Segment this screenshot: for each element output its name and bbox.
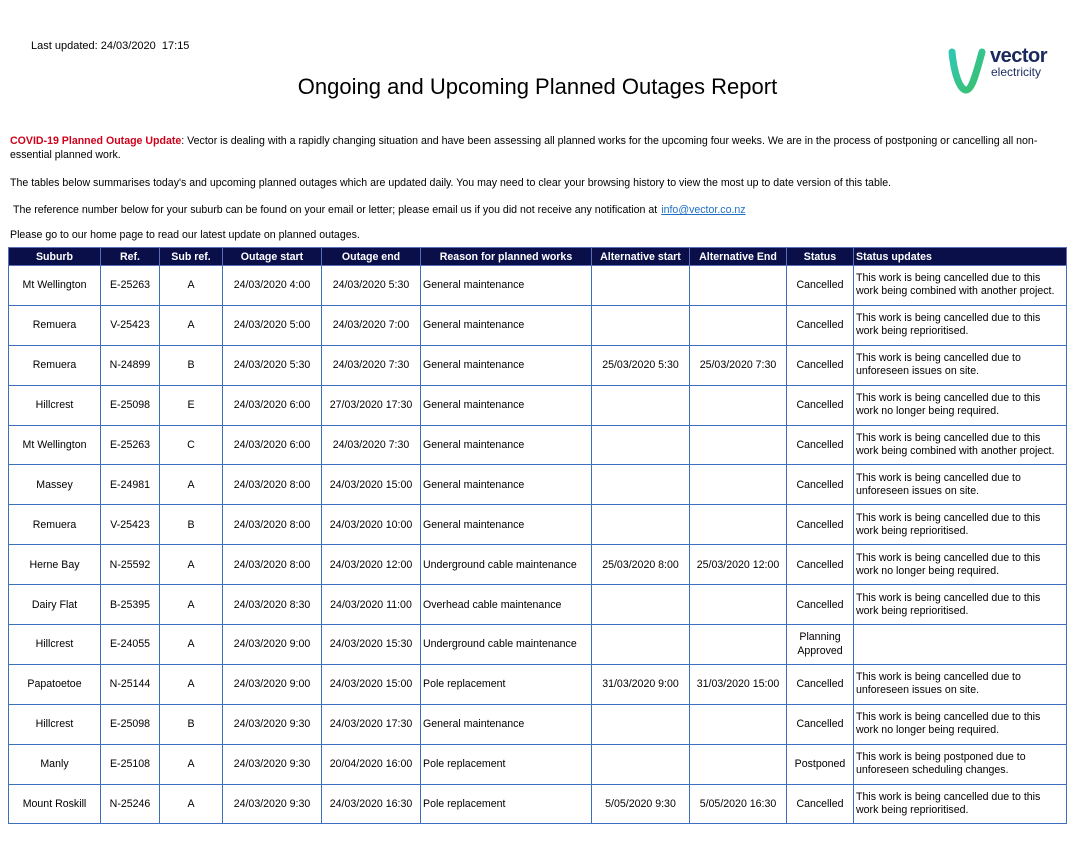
- table-row: [9, 465, 1067, 505]
- outage-start-cell: 24/03/2020 5:30: [223, 345, 322, 385]
- suburb-cell: Hillcrest: [9, 625, 101, 665]
- reference-notice: [13, 204, 1073, 218]
- alt-start-cell: 5/05/2020 9:30: [592, 784, 690, 824]
- alt-start-cell: [592, 305, 690, 345]
- covid-notice-label: COVID-19 Planned Outage Update: [10, 135, 182, 147]
- suburb-cell: Mount Roskill: [9, 784, 101, 824]
- logo-subtitle: electricity: [991, 65, 1042, 79]
- status-update-cell: This work is being cancelled due to this work being combined with another project.: [854, 425, 1067, 465]
- outage-start-cell: 24/03/2020 9:30: [223, 704, 322, 744]
- page-title: Ongoing and Upcoming Planned Outages Report: [297, 74, 778, 99]
- sub-ref-cell: B: [160, 345, 223, 385]
- table-row: [9, 744, 1067, 784]
- alt-start-cell: [592, 505, 690, 545]
- alt-start-cell: [592, 465, 690, 505]
- reason-cell: General maintenance: [421, 425, 592, 465]
- status-cell: Cancelled: [787, 505, 854, 545]
- suburb-cell: Mt Wellington: [9, 266, 101, 306]
- column-header: Sub ref.: [160, 248, 223, 266]
- reason-cell: Overhead cable maintenance: [421, 585, 592, 625]
- sub-ref-cell: A: [160, 305, 223, 345]
- reason-cell: General maintenance: [421, 305, 592, 345]
- reason-cell: General maintenance: [421, 465, 592, 505]
- outage-start-cell: 24/03/2020 8:00: [223, 505, 322, 545]
- ref-cell: V-25423: [101, 505, 160, 545]
- outage-start-cell: 24/03/2020 5:00: [223, 305, 322, 345]
- outage-end-cell: 24/03/2020 12:00: [322, 545, 421, 585]
- suburb-cell: Remuera: [9, 305, 101, 345]
- outages-table: [8, 247, 1067, 824]
- sub-ref-cell: A: [160, 266, 223, 306]
- alt-end-cell: 25/03/2020 7:30: [690, 345, 787, 385]
- last-updated-label: Last updated:: [31, 40, 98, 52]
- outage-end-cell: 24/03/2020 11:00: [322, 585, 421, 625]
- column-header: Outage start: [223, 248, 322, 266]
- alt-end-cell: [690, 305, 787, 345]
- alt-end-cell: [690, 425, 787, 465]
- alt-start-cell: [592, 585, 690, 625]
- table-row: [9, 425, 1067, 465]
- table-row: [9, 505, 1067, 545]
- reason-cell: General maintenance: [421, 266, 592, 306]
- table-row: [9, 784, 1067, 824]
- alt-end-cell: 5/05/2020 16:30: [690, 784, 787, 824]
- alt-start-cell: 25/03/2020 5:30: [592, 345, 690, 385]
- outage-start-cell: 24/03/2020 9:00: [223, 664, 322, 704]
- reason-cell: General maintenance: [421, 704, 592, 744]
- alt-start-cell: 31/03/2020 9:00: [592, 664, 690, 704]
- reason-cell: Pole replacement: [421, 664, 592, 704]
- status-update-cell: This work is being cancelled due to this work being reprioritised.: [854, 784, 1067, 824]
- sub-ref-cell: E: [160, 385, 223, 425]
- column-header: Ref.: [101, 248, 160, 266]
- status-cell: Cancelled: [787, 545, 854, 585]
- table-row: [9, 266, 1067, 306]
- status-update-cell: This work is being cancelled due to this work no longer being required.: [854, 704, 1067, 744]
- table-row: [9, 385, 1067, 425]
- outage-start-cell: 24/03/2020 8:00: [223, 465, 322, 505]
- last-updated-value: 24/03/2020 17:15: [100, 40, 190, 52]
- outage-start-cell: 24/03/2020 8:00: [223, 545, 322, 585]
- column-header: Reason for planned works: [421, 248, 592, 266]
- status-update-cell: This work is being cancelled due to this work being reprioritised.: [854, 305, 1067, 345]
- outage-end-cell: 24/03/2020 7:00: [322, 305, 421, 345]
- table-header-row: [9, 248, 1067, 266]
- outage-end-cell: 24/03/2020 10:00: [322, 505, 421, 545]
- ref-cell: N-25144: [101, 664, 160, 704]
- sub-ref-cell: A: [160, 585, 223, 625]
- alt-start-cell: [592, 385, 690, 425]
- outage-end-cell: 24/03/2020 16:30: [322, 784, 421, 824]
- table-row: [9, 545, 1067, 585]
- suburb-cell: Mt Wellington: [9, 425, 101, 465]
- outage-end-cell: 24/03/2020 7:30: [322, 425, 421, 465]
- status-cell: Cancelled: [787, 425, 854, 465]
- ref-cell: E-25098: [101, 385, 160, 425]
- status-update-cell: This work is being cancelled due to this work no longer being required.: [854, 545, 1067, 585]
- alt-end-cell: [690, 385, 787, 425]
- alt-start-cell: [592, 744, 690, 784]
- status-update-cell: This work is being cancelled due to this work being combined with another project.: [854, 266, 1067, 306]
- ref-cell: E-25263: [101, 266, 160, 306]
- outage-start-cell: 24/03/2020 9:30: [223, 784, 322, 824]
- alt-end-cell: 31/03/2020 15:00: [690, 664, 787, 704]
- reason-cell: General maintenance: [421, 345, 592, 385]
- alt-end-cell: [690, 266, 787, 306]
- sub-ref-cell: A: [160, 625, 223, 665]
- ref-cell: E-24981: [101, 465, 160, 505]
- status-cell: Cancelled: [787, 345, 854, 385]
- reason-cell: General maintenance: [421, 385, 592, 425]
- status-cell: Cancelled: [787, 704, 854, 744]
- status-cell: Planning Approved: [787, 625, 854, 665]
- ref-cell: N-25592: [101, 545, 160, 585]
- alt-start-cell: [592, 266, 690, 306]
- reason-cell: Pole replacement: [421, 744, 592, 784]
- suburb-cell: Papatoetoe: [9, 664, 101, 704]
- alt-start-cell: [592, 425, 690, 465]
- outage-end-cell: 24/03/2020 15:00: [322, 664, 421, 704]
- reference-text: The reference number below for your suburb can be found on your email or letter; please email us if you did not receive any notification at: [13, 204, 658, 216]
- alt-start-cell: [592, 704, 690, 744]
- alt-end-cell: 25/03/2020 12:00: [690, 545, 787, 585]
- status-update-cell: This work is being cancelled due to unforeseen issues on site.: [854, 465, 1067, 505]
- summary-text: The tables below summarises today's and upcoming planned outages which are updated daily. You may need to clear your browsing history to view the most up to date version of this table.: [10, 177, 892, 189]
- reason-cell: Pole replacement: [421, 784, 592, 824]
- column-header: Status: [787, 248, 854, 266]
- table-row: [9, 345, 1067, 385]
- status-cell: Cancelled: [787, 266, 854, 306]
- status-update-cell: This work is being cancelled due to unforeseen issues on site.: [854, 664, 1067, 704]
- suburb-cell: Manly: [9, 744, 101, 784]
- email-link[interactable]: info@vector.co.nz: [661, 204, 746, 216]
- status-cell: Cancelled: [787, 784, 854, 824]
- status-update-cell: This work is being cancelled due to unforeseen issues on site.: [854, 345, 1067, 385]
- status-update-cell: This work is being postponed due to unforeseen scheduling changes.: [854, 744, 1067, 784]
- suburb-cell: Remuera: [9, 505, 101, 545]
- ref-cell: N-25246: [101, 784, 160, 824]
- status-cell: Cancelled: [787, 664, 854, 704]
- outage-end-cell: 24/03/2020 7:30: [322, 345, 421, 385]
- ref-cell: E-25263: [101, 425, 160, 465]
- outage-start-cell: 24/03/2020 6:00: [223, 385, 322, 425]
- column-header: Alternative start: [592, 248, 690, 266]
- sub-ref-cell: A: [160, 784, 223, 824]
- outage-start-cell: 24/03/2020 6:00: [223, 425, 322, 465]
- outage-start-cell: 24/03/2020 4:00: [223, 266, 322, 306]
- alt-end-cell: [690, 505, 787, 545]
- suburb-cell: Hillcrest: [9, 704, 101, 744]
- alt-end-cell: [690, 465, 787, 505]
- outage-end-cell: 24/03/2020 15:30: [322, 625, 421, 665]
- suburb-cell: Herne Bay: [9, 545, 101, 585]
- ref-cell: E-25098: [101, 704, 160, 744]
- status-update-cell: This work is being cancelled due to this work being reprioritised.: [854, 505, 1067, 545]
- ref-cell: B-25395: [101, 585, 160, 625]
- status-update-cell: This work is being cancelled due to this work being reprioritised.: [854, 585, 1067, 625]
- column-header: Alternative End: [690, 248, 787, 266]
- suburb-cell: Hillcrest: [9, 385, 101, 425]
- column-header: Status updates: [854, 248, 1067, 266]
- status-cell: Cancelled: [787, 585, 854, 625]
- sub-ref-cell: A: [160, 664, 223, 704]
- outage-end-cell: 20/04/2020 16:00: [322, 744, 421, 784]
- outage-start-cell: 24/03/2020 9:30: [223, 744, 322, 784]
- sub-ref-cell: B: [160, 505, 223, 545]
- outage-start-cell: 24/03/2020 9:00: [223, 625, 322, 665]
- status-cell: Cancelled: [787, 385, 854, 425]
- table-row: [9, 585, 1067, 625]
- covid-notice-text: : Vector is dealing with a rapidly changing situation and have been assessing all planned works for the upcoming four weeks. We are in the process of postponing or cancelling all non-essential planned work.: [10, 135, 1038, 161]
- sub-ref-cell: A: [160, 545, 223, 585]
- alt-start-cell: [592, 625, 690, 665]
- column-header: Outage end: [322, 248, 421, 266]
- status-update-cell: This work is being cancelled due to this work no longer being required.: [854, 385, 1067, 425]
- alt-end-cell: [690, 744, 787, 784]
- status-cell: Postponed: [787, 744, 854, 784]
- reason-cell: Underground cable maintenance: [421, 545, 592, 585]
- alt-end-cell: [690, 585, 787, 625]
- outage-end-cell: 27/03/2020 17:30: [322, 385, 421, 425]
- alt-start-cell: 25/03/2020 8:00: [592, 545, 690, 585]
- logo-wordmark: vector: [990, 45, 1048, 67]
- last-updated: [31, 40, 189, 52]
- table-row: [9, 625, 1067, 665]
- outage-end-cell: 24/03/2020 15:00: [322, 465, 421, 505]
- sub-ref-cell: B: [160, 704, 223, 744]
- reason-cell: Underground cable maintenance: [421, 625, 592, 665]
- sub-ref-cell: A: [160, 465, 223, 505]
- reason-cell: General maintenance: [421, 505, 592, 545]
- sub-ref-cell: A: [160, 744, 223, 784]
- outage-end-cell: 24/03/2020 5:30: [322, 266, 421, 306]
- ref-cell: E-24055: [101, 625, 160, 665]
- status-cell: Cancelled: [787, 465, 854, 505]
- sub-ref-cell: C: [160, 425, 223, 465]
- suburb-cell: Remuera: [9, 345, 101, 385]
- suburb-cell: Dairy Flat: [9, 585, 101, 625]
- table-row: [9, 704, 1067, 744]
- table-row: [9, 305, 1067, 345]
- status-cell: Cancelled: [787, 305, 854, 345]
- suburb-cell: Massey: [9, 465, 101, 505]
- homepage-text: Please go to our home page to read our latest update on planned outages.: [10, 229, 360, 241]
- alt-end-cell: [690, 704, 787, 744]
- ref-cell: N-24899: [101, 345, 160, 385]
- outage-start-cell: 24/03/2020 8:30: [223, 585, 322, 625]
- alt-end-cell: [690, 625, 787, 665]
- column-header: Suburb: [9, 248, 101, 266]
- covid-notice: [10, 135, 1070, 162]
- outage-end-cell: 24/03/2020 17:30: [322, 704, 421, 744]
- ref-cell: E-25108: [101, 744, 160, 784]
- table-body: [9, 266, 1067, 824]
- ref-cell: V-25423: [101, 305, 160, 345]
- table-row: [9, 664, 1067, 704]
- status-update-cell: [854, 625, 1067, 665]
